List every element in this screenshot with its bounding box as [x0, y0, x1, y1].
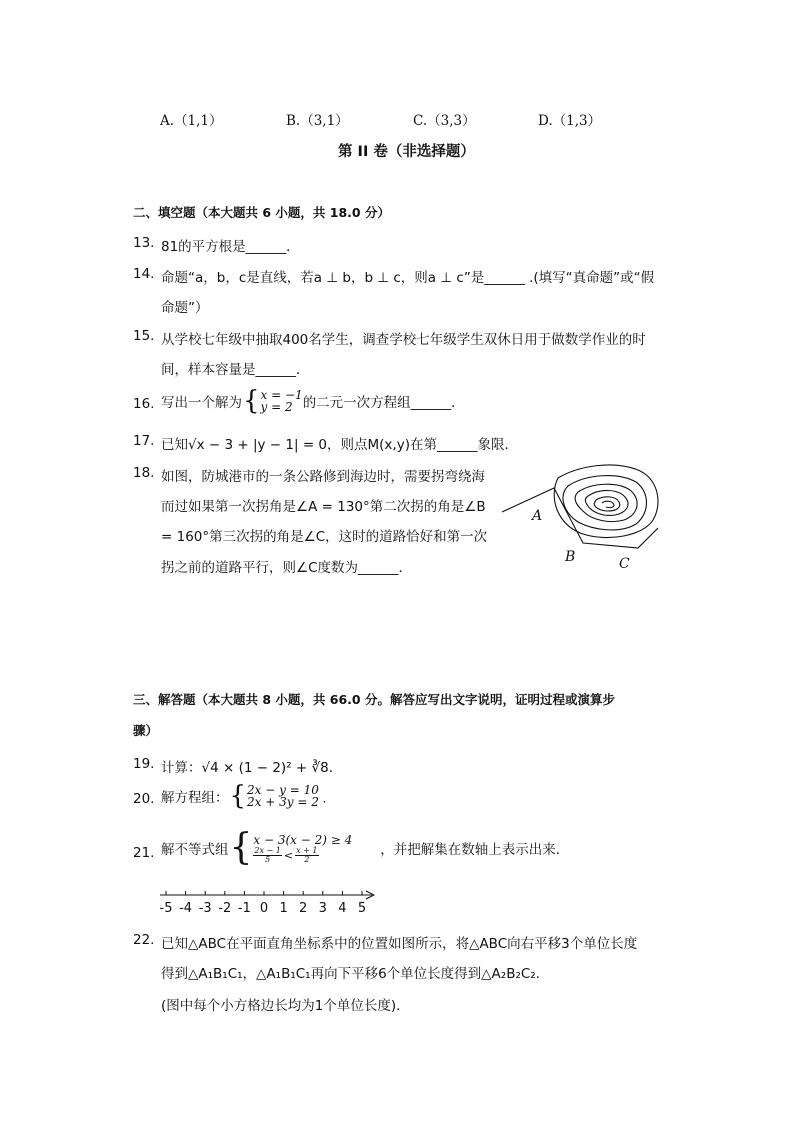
- question-20-number: 20.: [133, 791, 155, 807]
- question-17-number: 17.: [133, 433, 155, 449]
- fraction-1-numerator: 2x − 1: [254, 845, 281, 855]
- question-21-system: [253, 833, 352, 864]
- question-21-eq1: x − 3(x − 2) ≥ 4: [253, 832, 353, 847]
- label-b: B: [565, 549, 576, 565]
- question-18-line1: 如图，防城港市的一条公路修到海边时，需要拐弯绕海: [161, 469, 485, 485]
- number-line-label: 1: [279, 901, 288, 916]
- question-21-number: 21.: [133, 845, 155, 861]
- question-21: [161, 826, 569, 870]
- fraction-1: [253, 847, 281, 864]
- section2-heading: 二、填空题（本大题共 6 小题，共 18.0 分）: [133, 205, 390, 220]
- section3-heading-line2: 骤）: [133, 723, 159, 738]
- question-22-line3: (图中每个小方格边长均为1个单位长度)．: [161, 998, 410, 1014]
- question-14-line1: 命题“a，b，c是直线，若a ⊥ b，b ⊥ c，则a ⊥ c”是______ .(填写“真命题”或“假: [161, 270, 655, 286]
- question-20: [161, 779, 327, 813]
- question-18-number: 18.: [133, 465, 155, 481]
- question-22-line1: 已知△ABC在平面直角坐标系中的位置如图所示，将△ABC向右平移3个单位长度: [161, 936, 638, 952]
- number-line-label: -2: [218, 901, 232, 916]
- question-16-eq2: y = 2: [260, 400, 293, 414]
- road-path: [502, 488, 658, 548]
- section3-heading-line1: 三、解答题（本大题共 8 小题，共 66.0 分。解答应写出文字说明，证明过程或演算步: [133, 692, 615, 707]
- road-coastline-figure: [498, 458, 668, 576]
- question-22-line2: 得到△A₁B₁C₁，△A₁B₁C₁再向下平移6个单位长度得到△A₂B₂C₂．: [161, 966, 550, 982]
- question-13-text: 81的平方根是______．: [161, 239, 300, 255]
- fraction-2-denominator: 2: [304, 854, 310, 864]
- question-19-text: 计算：√4 × (1 − 2)² + ∛8．: [161, 760, 343, 776]
- question-15-line1: 从学校七年级中抽取400名学生，调查学校七年级学生双休日用于做数学作业的时: [161, 332, 646, 348]
- question-20-pre: 解方程组：: [161, 790, 229, 806]
- brace-icon: {: [243, 386, 260, 416]
- question-21-pre: 解不等式组: [161, 842, 229, 858]
- number-line-label: 5: [357, 901, 367, 916]
- number-line-label: -1: [237, 901, 251, 916]
- part2-title: 第 II 卷（非选择题）: [338, 144, 475, 160]
- question-16-system: [261, 389, 303, 413]
- coastline-contours: [554, 465, 658, 538]
- question-13-number: 13.: [133, 235, 155, 251]
- number-line-label: 0: [259, 901, 269, 916]
- question-16-post: 的二元一次方程组______．: [302, 395, 465, 411]
- question-20-eq1: 2x − y = 10: [247, 783, 319, 797]
- question-18-line4: 拐之前的道路平行，则∠C度数为______．: [161, 560, 413, 576]
- number-line-label: -3: [198, 901, 212, 916]
- question-20-system: [247, 784, 326, 808]
- brace-icon: {: [229, 781, 247, 811]
- option-c: C.（3,3）: [413, 113, 476, 129]
- question-18-line3: = 160°第三次拐的角是∠C，这时的道路恰好和第一次: [161, 529, 488, 545]
- number-line-label: -4: [179, 901, 193, 916]
- question-16-pre: 写出一个解为: [161, 395, 242, 411]
- option-d: D.（1,3）: [538, 113, 602, 129]
- question-15-number: 15.: [133, 328, 155, 344]
- number-line: [158, 888, 380, 916]
- question-18-line2: 而过如果第一次拐角是∠A = 130°第二次拐的角是∠B: [161, 499, 486, 515]
- question-21-post: ，并把解集在数轴上表示出来．: [380, 842, 570, 858]
- number-line-label: 3: [318, 901, 327, 916]
- label-a: A: [532, 508, 543, 524]
- label-c: C: [619, 556, 630, 572]
- question-16: [161, 384, 465, 418]
- question-19-number: 19.: [133, 756, 155, 772]
- number-line-label: 4: [338, 901, 347, 916]
- question-17-text: 已知√x − 3 + |y − 1| = 0，则点M(x,y)在第______象限．: [161, 437, 518, 453]
- brace-icon: {: [229, 827, 253, 868]
- fraction-2: [295, 847, 318, 864]
- option-b: B.（3,1）: [286, 113, 349, 129]
- fraction-1-denominator: 5: [265, 854, 271, 864]
- question-14-number: 14.: [133, 266, 155, 282]
- option-a: A.（1,1）: [160, 113, 223, 129]
- question-20-eq2: 2x + 3y = 2 ·: [247, 795, 327, 809]
- question-16-number: 16.: [133, 396, 155, 412]
- question-14-line2: 命题”）: [161, 300, 209, 316]
- question-22-number: 22.: [133, 932, 155, 948]
- number-line-label: -5: [159, 901, 173, 916]
- question-21-eq2: [253, 847, 352, 864]
- question-16-eq1: x = −1: [260, 388, 303, 402]
- less-than-sign: <: [283, 848, 294, 862]
- number-line-label: 2: [299, 901, 308, 916]
- question-15-line2: 间，样本容量是______．: [161, 362, 310, 378]
- fraction-2-numerator: x + 1: [296, 845, 318, 855]
